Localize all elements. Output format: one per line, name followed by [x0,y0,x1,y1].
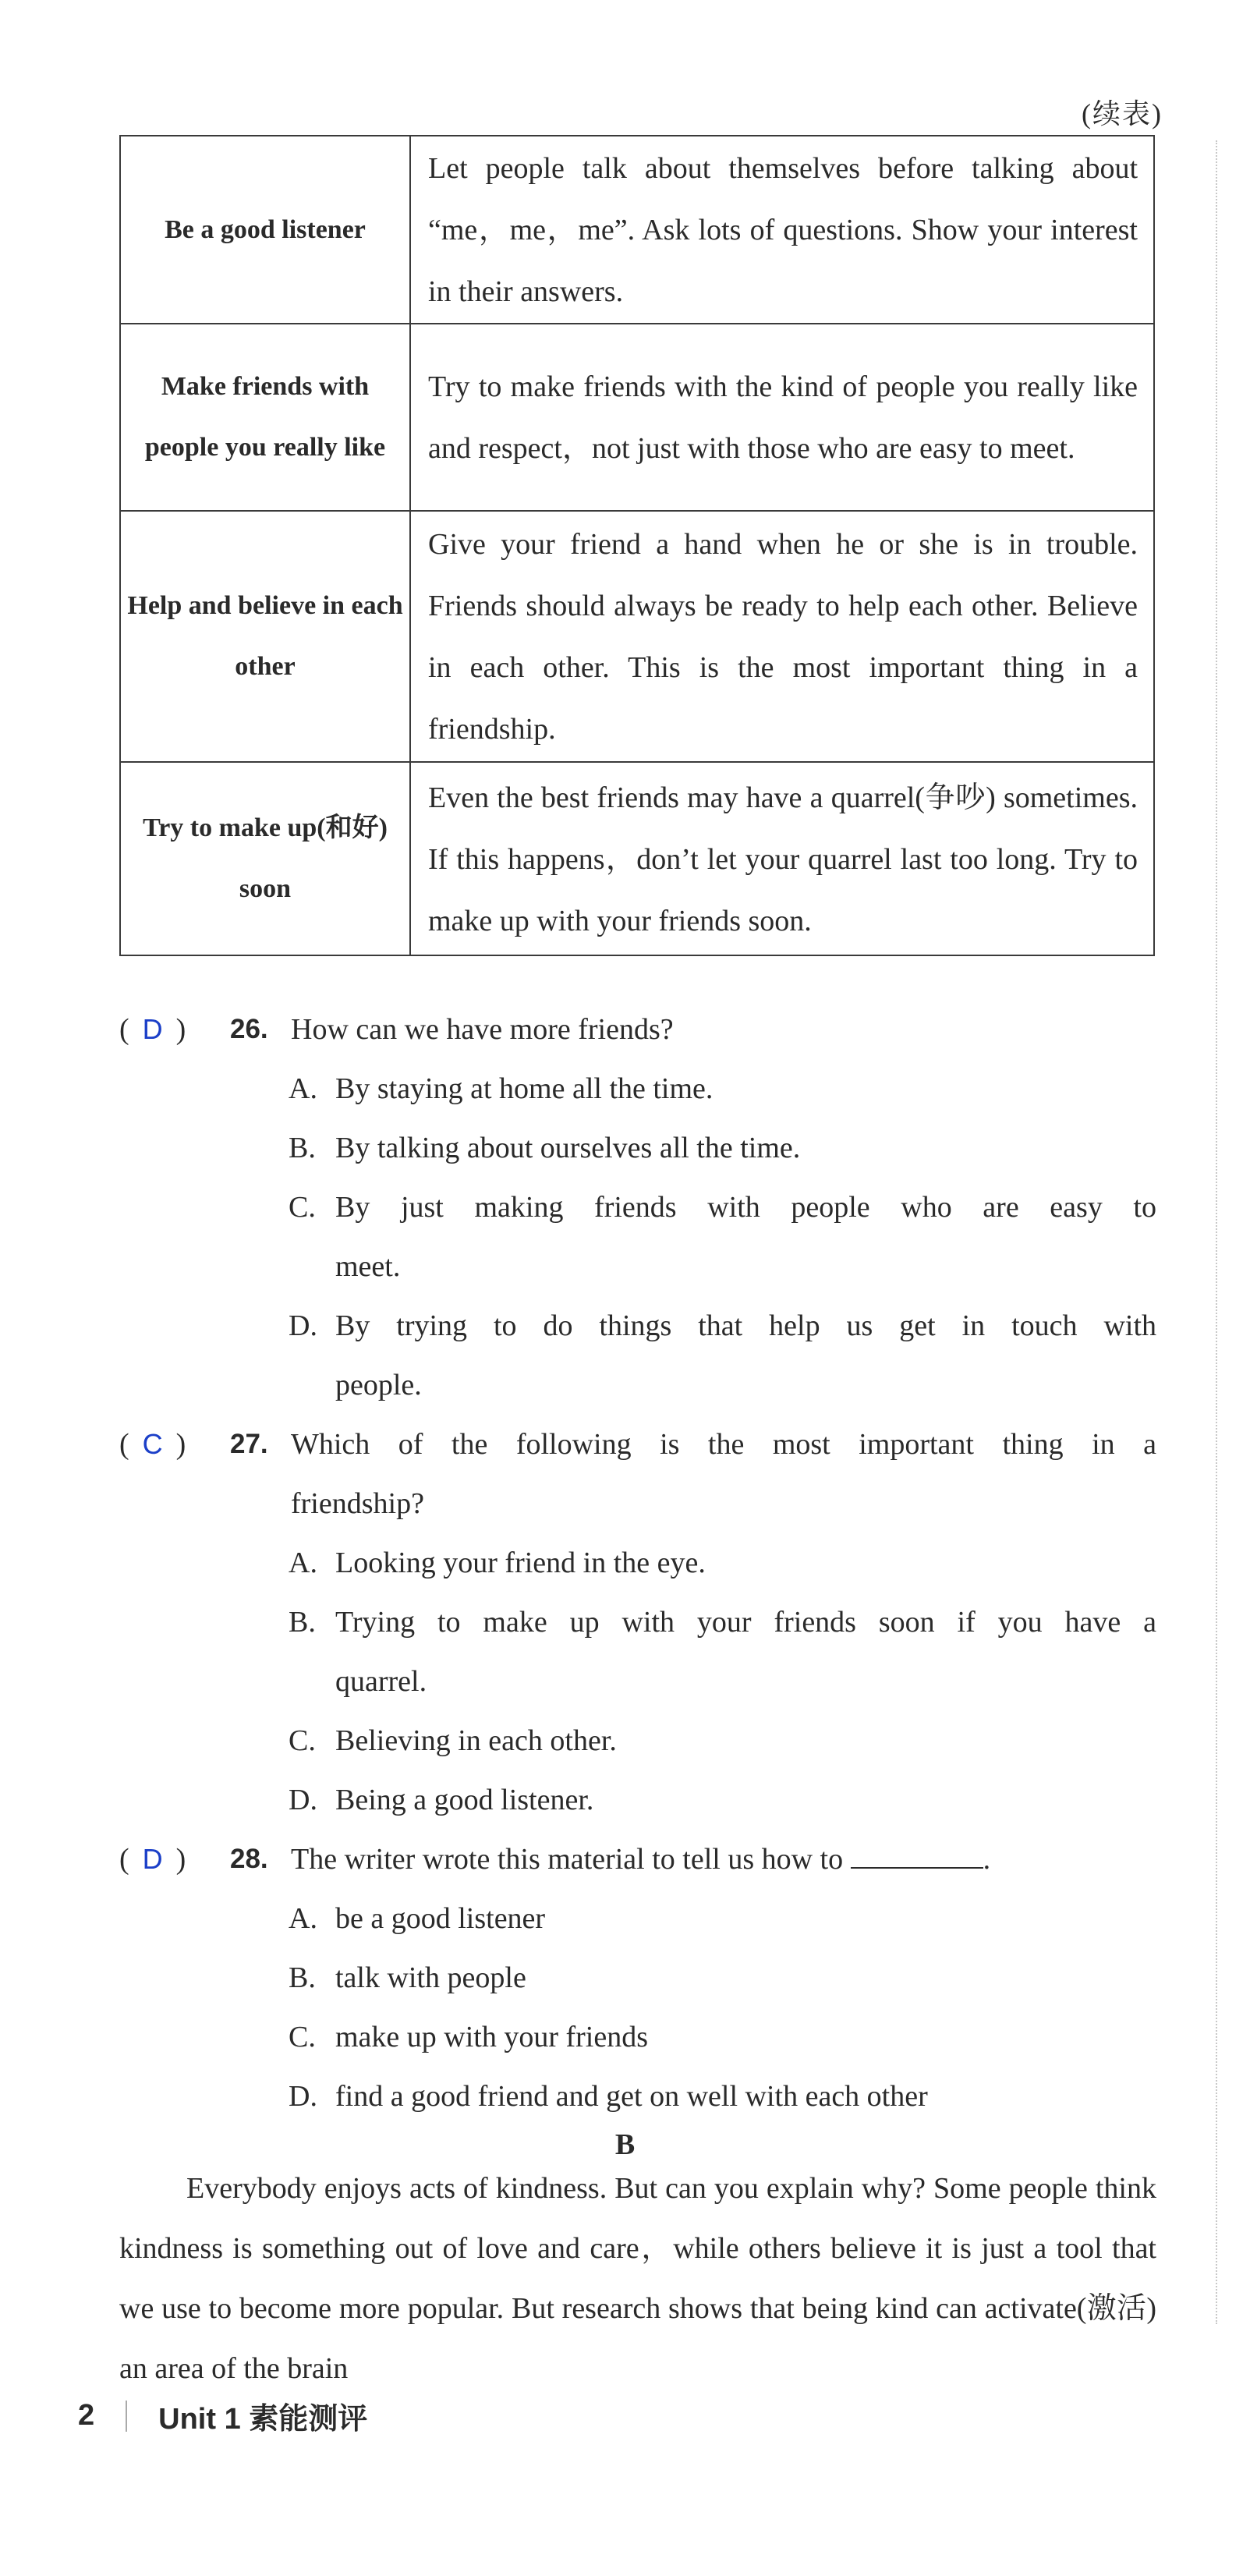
question-number: 27. [230,1429,268,1459]
description-cell: Try to make friends with the kind of people you really like and respect，not just with those who are easy to meet. [410,324,1154,511]
answer-letter: D [142,1843,163,1875]
continued-table-label: (续表) [1082,98,1163,129]
unit-label: Unit 1 素能测评 [158,2403,368,2436]
answer-blank [851,1839,983,1869]
tip-cell: Be a good listener [120,136,410,324]
table-row [120,136,1154,324]
question-26: ( D ) 26. How can we have more friends? [119,1000,1156,1059]
option-b: B. Trying to make up with your friends soon if you have a quarrel. [289,1606,1156,1698]
question-27: ( C ) 27. Which of the following is the most important thing in a [119,1415,1156,1474]
option-a: A. By staying at home all the time. [289,1072,714,1105]
option-a: A. Looking your friend in the eye. [289,1547,706,1579]
section-b-heading: B [614,2128,636,2161]
tip-cell: Make friends with people you really like [120,324,410,511]
option-b: B. talk with people [289,1961,526,1994]
answer-letter: D [142,1013,163,1045]
description-cell: Give your friend a hand when he or she is in trouble. Friends should always be ready to help each other. Believe in each other. This is the most important thing in a friendship. [410,511,1154,762]
question-stem: Which of the following is the most important thing in a [291,1428,1156,1461]
table-row [120,511,1154,762]
option-c: C. make up with your friends [289,2021,649,2053]
option-c: C. By just making friends with people who are easy to meet. [289,1191,1156,1283]
page-number: 2 [78,2399,95,2432]
option-a: A. be a good listener [289,1902,546,1935]
table-row [120,762,1154,955]
option-d: D. find a good friend and get on well with each other [289,2080,928,2113]
question-number: 26. [230,1014,268,1044]
tip-cell: Help and believe in each other [120,511,410,762]
binding-margin-line [1216,140,1217,2324]
option-c: C. Believing in each other. [289,1724,617,1757]
question-27-stem-cont: friendship? [291,1487,424,1520]
question-stem: The writer wrote this material to tell us how to . [291,1830,1156,1889]
option-b: B. By talking about ourselves all the time. [289,1132,801,1164]
section-b-passage: Everybody enjoys acts of kindness. But can you explain why? Some people think kindness is something out of love and care，while others believe it is just a tool that we use to become more popular. But research shows that being kind can activate(激活) an area of the brain [119,2172,1156,2385]
description-cell: Even the best friends may have a quarrel(争吵) sometimes. If this happens，don’t let your quarrel last too long. Try to make up with your friends soon. [410,762,1154,955]
question-stem: How can we have more friends? [291,1013,674,1046]
answer-letter: C [142,1428,163,1460]
footer-divider [126,2401,127,2432]
option-d: D. Being a good listener. [289,1784,594,1816]
question-28: ( D ) 28. The writer wrote this material to tell us how to . [119,1830,1156,1889]
tip-cell: Try to make up(和好) soon [120,762,410,955]
description-cell: Let people talk about themselves before talking about “me，me，me”. Ask lots of questions. Show your interest in their answers. [410,136,1154,324]
table-row [120,324,1154,511]
friendship-tips-table [119,135,1155,956]
page-footer [78,2394,367,2437]
option-d: D. By trying to do things that help us get in touch with people. [289,1309,1156,1401]
question-number: 28. [230,1844,268,1874]
